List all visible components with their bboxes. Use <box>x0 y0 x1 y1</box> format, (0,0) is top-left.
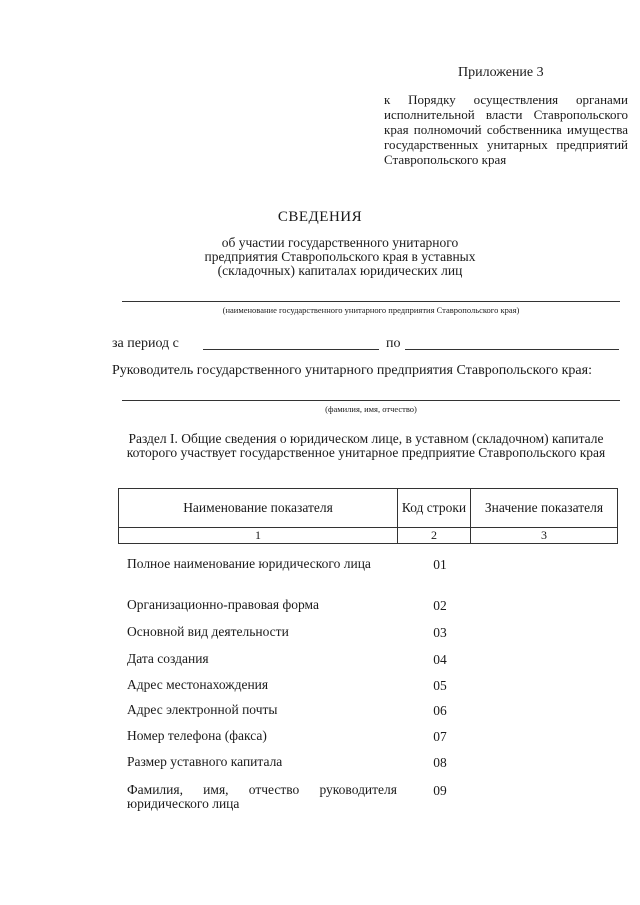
row-code: 07 <box>433 729 447 744</box>
row-label: Адрес местонахождения <box>127 677 269 692</box>
head-name-caption: (фамилия, имя, отчество) <box>325 404 417 414</box>
header-row-code: Код строки <box>398 489 471 528</box>
row-code: 02 <box>433 598 447 613</box>
row-code: 04 <box>433 652 447 667</box>
column-number-3: 3 <box>471 528 618 544</box>
row-label: Адрес электронной почты <box>127 702 278 717</box>
head-label: Руководитель государственного унитарного предприятия Ставропольского края: <box>112 363 592 378</box>
period-to-field[interactable] <box>405 337 619 350</box>
document-subtitle: об участии государственного унитарного предприятия Ставропольского края в уставных (складочных) капиталах юридических лиц <box>204 235 476 278</box>
period-to-label: по <box>386 336 401 351</box>
indicators-table-header <box>118 488 618 544</box>
row-label: Номер телефона (факса) <box>127 728 267 743</box>
column-number-2: 2 <box>398 528 471 544</box>
row-label: Организационно-правовая форма <box>127 597 319 612</box>
appendix-title: Приложение 3 <box>458 65 544 80</box>
column-number-1: 1 <box>119 528 398 544</box>
enterprise-name-line[interactable] <box>122 301 620 302</box>
row-label: Дата создания <box>127 651 209 666</box>
row-code: 01 <box>433 557 447 572</box>
header-indicator-value: Значение показателя <box>471 489 618 528</box>
document-title: СВЕДЕНИЯ <box>277 209 363 225</box>
row-code: 06 <box>433 703 447 718</box>
period-from-label: за период с <box>112 336 179 351</box>
row-label: Фамилия, имя, отчество руководителя юридического лица <box>127 782 397 811</box>
row-label: Основной вид деятельности <box>127 624 289 639</box>
row-label: Размер уставного капитала <box>127 754 283 769</box>
row-label: Полное наименование юридического лица <box>127 556 371 571</box>
enterprise-name-caption: (наименование государственного унитарного предприятия Ставропольского края) <box>222 305 520 315</box>
appendix-note: к Порядку осуществления органами исполнительной власти Ставропольского края полномочий собственника имущества государственных унитарных предприятий Ставропольского края <box>384 92 628 167</box>
row-code: 08 <box>433 755 447 770</box>
head-name-line[interactable] <box>122 400 620 401</box>
row-code: 03 <box>433 625 447 640</box>
period-from-field[interactable] <box>203 337 379 350</box>
row-code: 09 <box>433 783 447 798</box>
section-1-title: Раздел I. Общие сведения о юридическом лице, в уставном (складочном) капитале которого участвует государственное унитарное предприятие Ставропольского края <box>126 431 606 460</box>
row-code: 05 <box>433 678 447 693</box>
header-indicator-name: Наименование показателя <box>119 489 398 528</box>
